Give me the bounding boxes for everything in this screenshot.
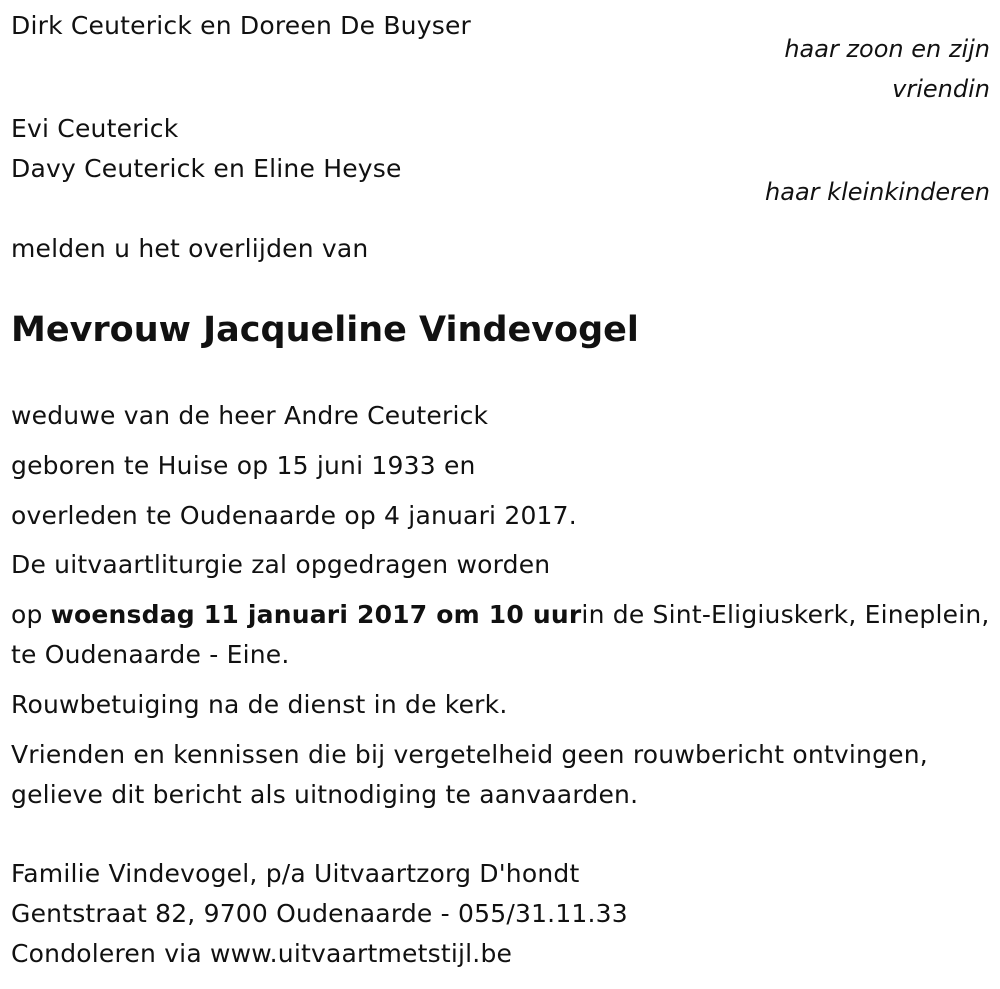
detail-service-place-2: te Oudenaarde - Eine.	[11, 640, 290, 669]
contact-line-1: Familie Vindevogel, p/a Uitvaartzorg D'hondt	[11, 859, 580, 888]
detail-friends-line-2: gelieve dit bericht als uitnodiging te aanvaarden.	[11, 780, 639, 809]
contact-line-3: Condoleren via www.uitvaartmetstijl.be	[11, 939, 513, 968]
family-line-3: Davy Ceuterick en Eline Heyse	[11, 154, 402, 183]
detail-friends-line-1: Vrienden en kennissen die bij vergetelheid geen rouwbericht ontvingen,	[11, 740, 928, 769]
service-date: woensdag 11 januari 2017 om 10 uur	[50, 600, 582, 629]
family-line-2: Evi Ceuterick	[11, 114, 179, 143]
detail-widow: weduwe van de heer Andre Ceuterick	[11, 401, 489, 430]
detail-liturgy: De uitvaartliturgie zal opgedragen worden	[11, 550, 551, 579]
family-role-2: haar kleinkinderen	[765, 178, 990, 206]
announcement-text: melden u het overlijden van	[11, 234, 369, 263]
contact-line-2: Gentstraat 82, 9700 Oudenaarde - 055/31.11.33	[11, 899, 628, 928]
deceased-name: Mevrouw Jacqueline Vindevogel	[11, 310, 639, 350]
detail-born: geboren te Huise op 15 juni 1933 en	[11, 451, 476, 480]
detail-service	[11, 599, 990, 631]
family-role-1-line-2: vriendin	[892, 75, 990, 103]
detail-condolence: Rouwbetuiging na de dienst in de kerk.	[11, 690, 508, 719]
detail-died: overleden te Oudenaarde op 4 januari 2017.	[11, 501, 577, 530]
service-place: in de Sint-Eligiuskerk, Eineplein,	[581, 600, 990, 629]
service-prefix: op	[11, 600, 51, 629]
family-line-1: Dirk Ceuterick en Doreen De Buyser	[11, 11, 472, 40]
family-role-1-line-1: haar zoon en zijn	[784, 35, 990, 63]
